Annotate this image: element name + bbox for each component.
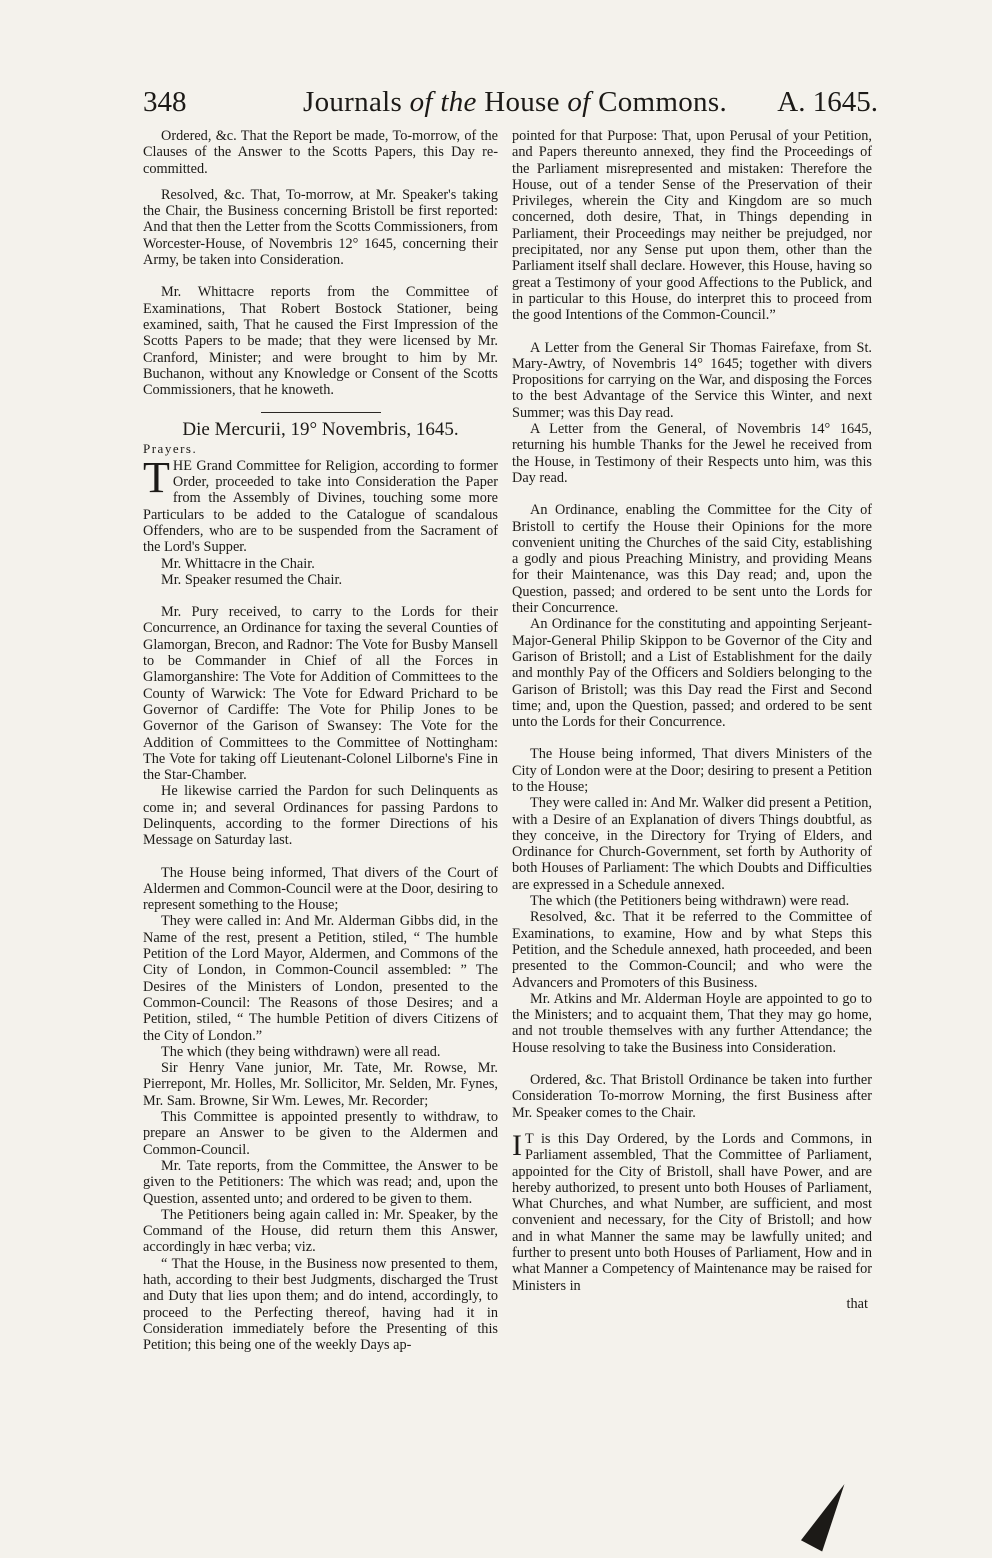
paragraph: The which (they being withdrawn) were all read. — [161, 1043, 441, 1060]
page-header — [143, 86, 878, 126]
page-number: 348 — [143, 86, 187, 118]
paragraph: I T is this Day Ordered, by the Lords and Commons, in Parliament assembled, That the Committee of Parliament, appointed for the City of Bristoll, shall have Power, and are hereby authorized, to present unto both Houses of Parliament, What Churches, and what Number, are sufficient, and most convenient and necessary, for the City of Bristoll; and how and in what Manner the same may be lawfully united; and further to present unto both Houses of Parliament, How and in what Manner a Competency of Maintenance may be raised for Ministers in — [512, 1128, 872, 1294]
paragraph: Mr. Pury received, to carry to the Lords for their Concurrence, an Ordinance for taxing the several Counties of Glamorgan, Brecon, and Radnor: The Vote for Busby Mansell to be Commander in Chief of all the Forces in Glamorganshire: The Vote for Addition of Committees to the County of Warwick: The Vote for Edward Prichard to be Governor of Cardiffe: The Vote for Philip Jones to be Governor of the Garison of Swansey: The Vote for the Addition of Committees to the Committee of Nottingham: The Vote for taking off Lieutenant-Colonel Lilborne's Fine in the Star-Chamber. — [143, 604, 498, 784]
paragraph: Resolved, &c. That, To-morrow, at Mr. Speaker's taking the Chair, the Business concerning Bristoll be first reported: And that then the Letter from the Scotts Commissioners, from Worcester-House, of Novembris 12° 1645, concerning their Army, be taken into Consideration. — [143, 186, 498, 269]
paragraph: He likewise carried the Pardon for such Delinquents as come in; and several Ordinances for passing Pardons to Delinquents, according to the former Directions of his Message on Saturday last. — [143, 783, 498, 849]
ink-mark — [801, 1478, 855, 1551]
drop-cap: T — [143, 452, 170, 502]
prayers-label: Prayers. — [143, 441, 198, 457]
paragraph: A Letter from the General, of Novembris 14° 1645, returning his humble Thanks for the Jewel he received from the House, in Testimony of their Respects unto him, was this Day read. — [512, 421, 872, 486]
paragraph: Ordered, &c. That Bristoll Ordinance be taken into further Consideration To-morrow Morning, the first Business after Mr. Speaker comes to the Chair. — [512, 1072, 872, 1121]
paragraph: Mr. Whittacre in the Chair. — [161, 555, 315, 572]
right-column — [512, 128, 872, 1312]
paragraph: An Ordinance for the constituting and appointing Serjeant-Major-General Philip Skippon to be Governor of the City and Garison of Bristoll; and a List of Establishment for the daily and monthly Pay of the Officers and Soldiers belonging to the Garison of Bristoll; was this Day read the First and Second time; and, upon the Question, passed; and ordered to be sent unto the Lords for their Concurrence. — [512, 616, 872, 731]
paragraph: The which (the Petitioners being withdrawn) were read. — [530, 893, 850, 910]
running-title: Journals of the House of Commons. — [303, 86, 727, 118]
drop-cap: I — [512, 1128, 522, 1162]
paragraph: THE Grand Committee for Religion, according to former Order, proceeded to take into Consideration the Paper from the Assembly of Divines, touching some more Particulars to be added to the Catalogue of scandalous Offenders, who are to be suspended from the Sacrament of the Lord's Supper. — [143, 452, 498, 556]
paragraph: “ That the House, in the Business now presented to them, hath, according to their best Judgments, discharged the Trust and Duty that lies upon them; and do intend, accordingly, to proceed to the Perfecting thereof, having had it in Consideration immediately before the Presenting of this Petition; this being one of the weekly Days ap- — [143, 1255, 498, 1354]
paragraph: An Ordinance, enabling the Committee for the City of Bristoll to certify the House their Opinions for the more convenient uniting the Churches of the said City, establishing a godly and pious Preaching Ministry, and providing Means for their Maintenance, was this Day read; and, upon the Question, passed; and ordered to be sent unto the Lords for their Concurrence. — [512, 502, 872, 617]
section-rule — [261, 412, 381, 413]
paragraph: Mr. Atkins and Mr. Alderman Hoyle are appointed to go to the Ministers; and to acquaint them, That they may go home, and not trouble themselves with any further Attendance; the House resolving to take the Business into Consideration. — [512, 990, 872, 1056]
catchword: that — [846, 1295, 868, 1312]
paragraph: The House being informed, That divers of the Court of Aldermen and Common-Council were at the Door, desiring to represent something to the House; — [143, 864, 498, 914]
paragraph: The Petitioners being again called in: Mr. Speaker, by the Command of the House, did return them this Answer, accordingly in hæc verba; viz. — [143, 1206, 498, 1256]
paragraph: A Letter from the General Sir Thomas Fairefaxe, from St. Mary-Awtry, of Novembris 14° 1645; together with divers Propositions for carrying on the War, and disposing the Forces to the best Advantage of the Service this Winter, and next Summer; was this Day read. — [512, 339, 872, 421]
paragraph: pointed for that Purpose: That, upon Perusal of your Petition, and Papers thereunto annexed, they find the Proceedings of the Parliament misrepresented and mistaken: Therefore the House, out of a tender Sense of the Preservation of their Privileges, wherein the City and Kingdom are so much concerned, doth desire, That, in Things depending in Parliament, their Proceedings may neither be prejudged, nor precipitated, nor any Sense put upon them, other than the Parliament itself shall declare. However, this House, having so great a Testimony of your good Affections to the Publick, and in particular to this House, do interpret this to proceed from the good Intentions of the Common-Council.” — [512, 128, 872, 324]
paragraph: Sir Henry Vane junior, Mr. Tate, Mr. Rowse, Mr. Pierrepont, Mr. Holles, Mr. Sollicitor, Mr. Selden, Mr. Fynes, Mr. Sam. Browne, Sir Wm. Lewes, Mr. Recorder; — [143, 1060, 498, 1109]
left-column — [143, 128, 498, 1353]
paragraph: Resolved, &c. That it be referred to the Committee of Examinations, to examine, How and by what Steps this Petition, and the Schedule annexed, hath proceeded, and been presented to the Common-Council; and who were the Advancers and Promoters of this Business. — [512, 909, 872, 991]
day-heading: Die Mercurii, 19° Novembris, 1645. — [182, 419, 459, 441]
paragraph: Mr. Tate reports, from the Committee, the Answer to be given to the Petitioners: The which was read; and, upon the Question, assented unto; and ordered to be given to them. — [143, 1157, 498, 1207]
paragraph: Mr. Speaker resumed the Chair. — [161, 571, 343, 588]
paragraph: This Committee is appointed presently to withdraw, to prepare an Answer to be given to the Aldermen and Common-Council. — [143, 1109, 498, 1158]
running-year: A. 1645. — [777, 86, 878, 118]
paragraph: They were called in: And Mr. Alderman Gibbs did, in the Name of the rest, present a Petition, stiled, “ The humble Petition of the Lord Mayor, Aldermen, and Commons of the City of London, in Common-Council assembled: ” The Desires of the Ministers of London, presented to the Common-Council: The Reasons of those Desires; and a Petition, stiled, “ The humble Petition of divers Citizens of the City of London.” — [143, 913, 498, 1044]
paragraph: The House being informed, That divers Ministers of the City of London were at the Door; desiring to present a Petition to the House; — [512, 746, 872, 795]
paragraph: They were called in: And Mr. Walker did present a Petition, with a Desire of an Explanation of divers Things doubtful, as they conceive, in the Directory for Trying of Elders, and Ordinance for Church-Government, set forth by Authority of both Houses of Parliament: The which Doubts and Difficulties are expressed in a Schedule annexed. — [512, 795, 872, 893]
paragraph: Ordered, &c. That the Report be made, To-morrow, of the Clauses of the Answer to the Scotts Papers, this Day re-committed. — [143, 128, 498, 177]
paragraph: Mr. Whittacre reports from the Committee of Examinations, That Robert Bostock Stationer, being examined, saith, That he caused the First Impression of the Scotts Papers to be made; that they were licensed by Mr. Cranford, Minister; and were brought to him by Mr. Buchanon, without any Knowledge or Consent of the Scotts Commissioners, that he knoweth. — [143, 284, 498, 399]
